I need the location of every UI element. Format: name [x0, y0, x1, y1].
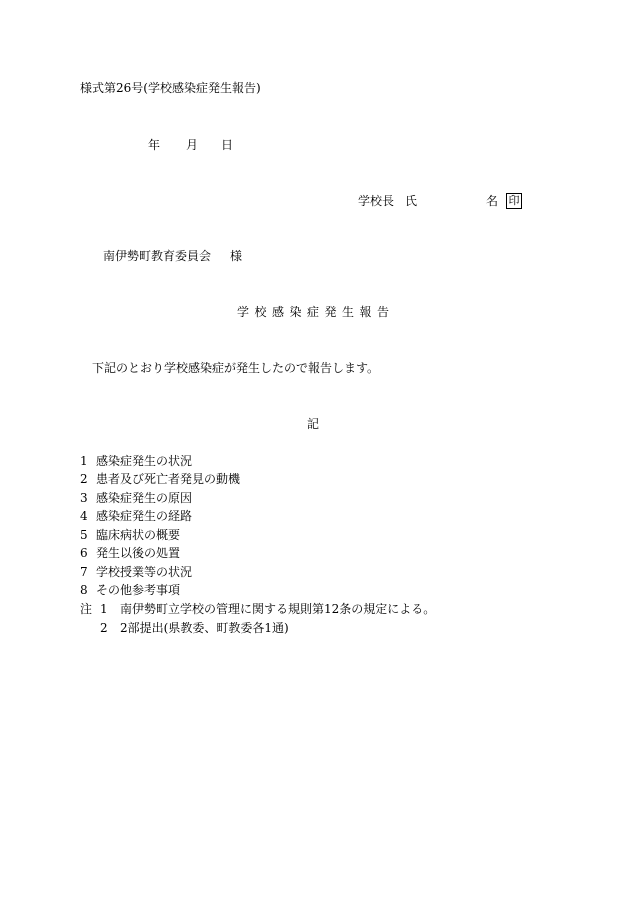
recipient-honorific: 様: [230, 249, 243, 263]
item-number: 5: [80, 528, 88, 542]
item-text: 臨床病状の概要: [96, 528, 181, 542]
intro-paragraph: 下記のとおり学校感染症が発生したので報告します。: [92, 361, 380, 375]
note-text: 2部提出(県教委、町教委各1通): [120, 621, 289, 635]
item-number: 4: [80, 509, 88, 523]
item-number: 8: [80, 583, 88, 597]
item-text: 発生以後の処置: [96, 546, 181, 560]
date-day: 日: [221, 138, 234, 152]
item-text: 学校授業等の状況: [96, 565, 193, 579]
list-item: [80, 471, 240, 487]
item-number: 6: [80, 546, 88, 560]
list-item: [80, 527, 180, 543]
sender-title: 学校長: [358, 194, 395, 208]
item-number: 2: [80, 472, 88, 486]
item-number: 1: [80, 454, 88, 468]
note-item: [100, 601, 435, 617]
note-number: 2: [100, 621, 108, 635]
list-item: [80, 582, 180, 598]
item-text: 感染症発生の状況: [96, 454, 193, 468]
list-item: [80, 564, 192, 580]
note-number: 1: [100, 602, 108, 616]
item-number: 7: [80, 565, 88, 579]
date-month: 月: [186, 138, 199, 152]
recipient-name: 南伊勢町教育委員会: [103, 249, 212, 263]
item-text: 患者及び死亡者発見の動機: [96, 472, 241, 486]
item-text: 感染症発生の原因: [96, 491, 193, 505]
note-item: [100, 620, 289, 636]
note-text: 南伊勢町立学校の管理に関する規則第12条の規定による。: [120, 602, 436, 616]
form-number: 様式第26号(学校感染症発生報告): [80, 81, 261, 95]
sender-name-label-1: 氏: [405, 194, 418, 208]
list-item: [80, 508, 192, 524]
date-year: 年: [148, 138, 161, 152]
sender-name-label-2: 名: [486, 194, 499, 208]
list-item: [80, 545, 180, 561]
notes-label: 注: [80, 602, 93, 616]
list-item: [80, 453, 192, 469]
item-text: その他参考事項: [96, 583, 181, 597]
list-item: [80, 490, 192, 506]
seal-mark: 印: [506, 193, 522, 209]
item-number: 3: [80, 491, 88, 505]
document-title: 学校感染症発生報告: [237, 305, 395, 319]
ki-heading: 記: [307, 417, 320, 431]
item-text: 感染症発生の経路: [96, 509, 193, 523]
